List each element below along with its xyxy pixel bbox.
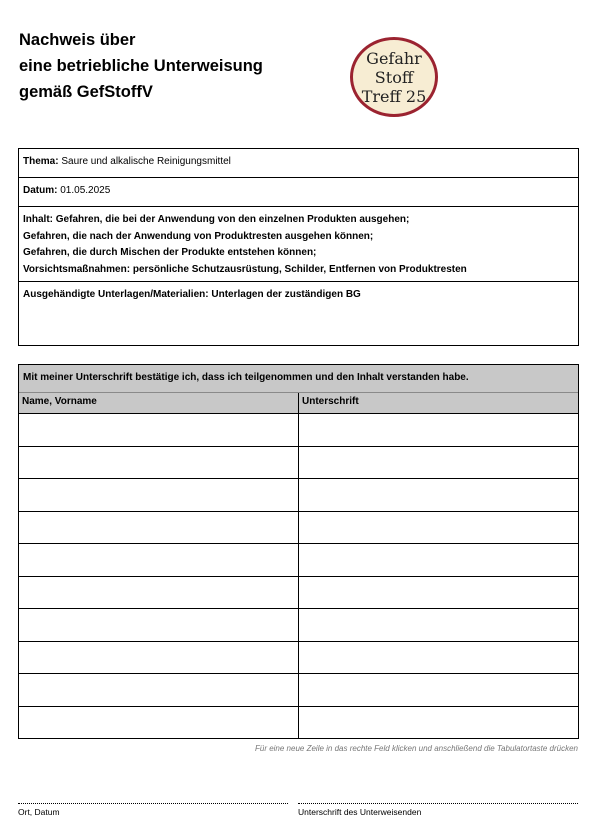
signature-cell[interactable]	[299, 577, 578, 609]
content-line: Inhalt: Gefahren, die bei der Anwendung von den einzelnen Produkten ausgehen;	[23, 214, 410, 225]
table-row	[19, 413, 578, 446]
date-row[interactable]	[19, 178, 578, 207]
table-row	[19, 543, 578, 576]
date-label: Datum:	[23, 185, 58, 196]
name-cell[interactable]	[19, 577, 299, 609]
content-line: Gefahren, die durch Mischen der Produkte entstehen können;	[23, 247, 317, 258]
confirmation-text: Mit meiner Unterschrift bestätige ich, dass ich teilgenommen und den Inhalt verstanden habe.	[19, 365, 578, 392]
table-row	[19, 576, 578, 609]
column-header-name: Name, Vorname	[19, 393, 299, 413]
name-cell[interactable]	[19, 707, 299, 739]
signature-cell[interactable]	[299, 609, 578, 641]
signature-cell[interactable]	[299, 512, 578, 544]
name-cell[interactable]	[19, 447, 299, 479]
topic-label: Thema:	[23, 156, 59, 167]
title-line: eine betriebliche Unterweisung	[19, 57, 263, 75]
signature-cell[interactable]	[299, 447, 578, 479]
new-row-hint: Für eine neue Zeile in das rechte Feld klicken und anschließend die Tabulatortaste drücken	[254, 744, 578, 753]
table-row	[19, 478, 578, 511]
topic-value[interactable]: Saure und alkalische Reinigungsmittel	[61, 156, 231, 167]
content-line: Gefahren, die nach der Anwendung von Produktresten ausgehen können;	[23, 230, 374, 242]
name-cell[interactable]	[19, 642, 299, 674]
content-line: Vorsichtsmaßnahmen: persönliche Schutzausrüstung, Schilder, Entfernen von Produktresten	[23, 263, 467, 275]
title-line: Nachweis über	[19, 31, 136, 49]
name-cell[interactable]	[19, 479, 299, 511]
content-row[interactable]	[19, 207, 578, 282]
participants-table	[18, 364, 579, 739]
document-title	[19, 27, 263, 105]
signature-cell[interactable]	[299, 707, 578, 739]
name-cell[interactable]	[19, 512, 299, 544]
name-cell[interactable]	[19, 544, 299, 576]
table-row	[19, 608, 578, 641]
seal-line: Treff 25	[361, 86, 427, 106]
topic-row[interactable]	[19, 149, 578, 178]
materials-text: Ausgehändigte Unterlagen/Materialien: Unterlagen der zuständigen BG	[23, 289, 361, 300]
instructor-signature-label: Unterschrift des Unterweisenden	[298, 807, 422, 817]
instructor-signature-line[interactable]	[298, 803, 578, 817]
signature-cell[interactable]	[299, 414, 578, 446]
instruction-info-box	[18, 148, 579, 346]
column-header-signature: Unterschrift	[302, 396, 359, 407]
table-row	[19, 511, 578, 544]
name-cell[interactable]	[19, 609, 299, 641]
gefahrstoff-treff-seal	[350, 37, 438, 117]
place-date-signature-line[interactable]	[18, 803, 288, 817]
name-cell[interactable]	[19, 674, 299, 706]
table-row	[19, 641, 578, 674]
signature-cell[interactable]	[299, 479, 578, 511]
signature-cell[interactable]	[299, 642, 578, 674]
seal-line: Gefahr	[366, 48, 422, 68]
table-header	[19, 392, 578, 413]
place-date-label: Ort, Datum	[18, 807, 60, 817]
name-cell[interactable]	[19, 414, 299, 446]
materials-row[interactable]	[19, 282, 578, 345]
signature-cell[interactable]	[299, 544, 578, 576]
title-line: gemäß GefStoffV	[19, 83, 153, 101]
table-row	[19, 673, 578, 706]
signature-cell[interactable]	[299, 674, 578, 706]
table-row	[19, 446, 578, 479]
table-row	[19, 706, 578, 739]
table-body	[19, 413, 578, 738]
seal-line: Stoff	[374, 67, 414, 87]
date-value[interactable]: 01.05.2025	[60, 185, 111, 196]
